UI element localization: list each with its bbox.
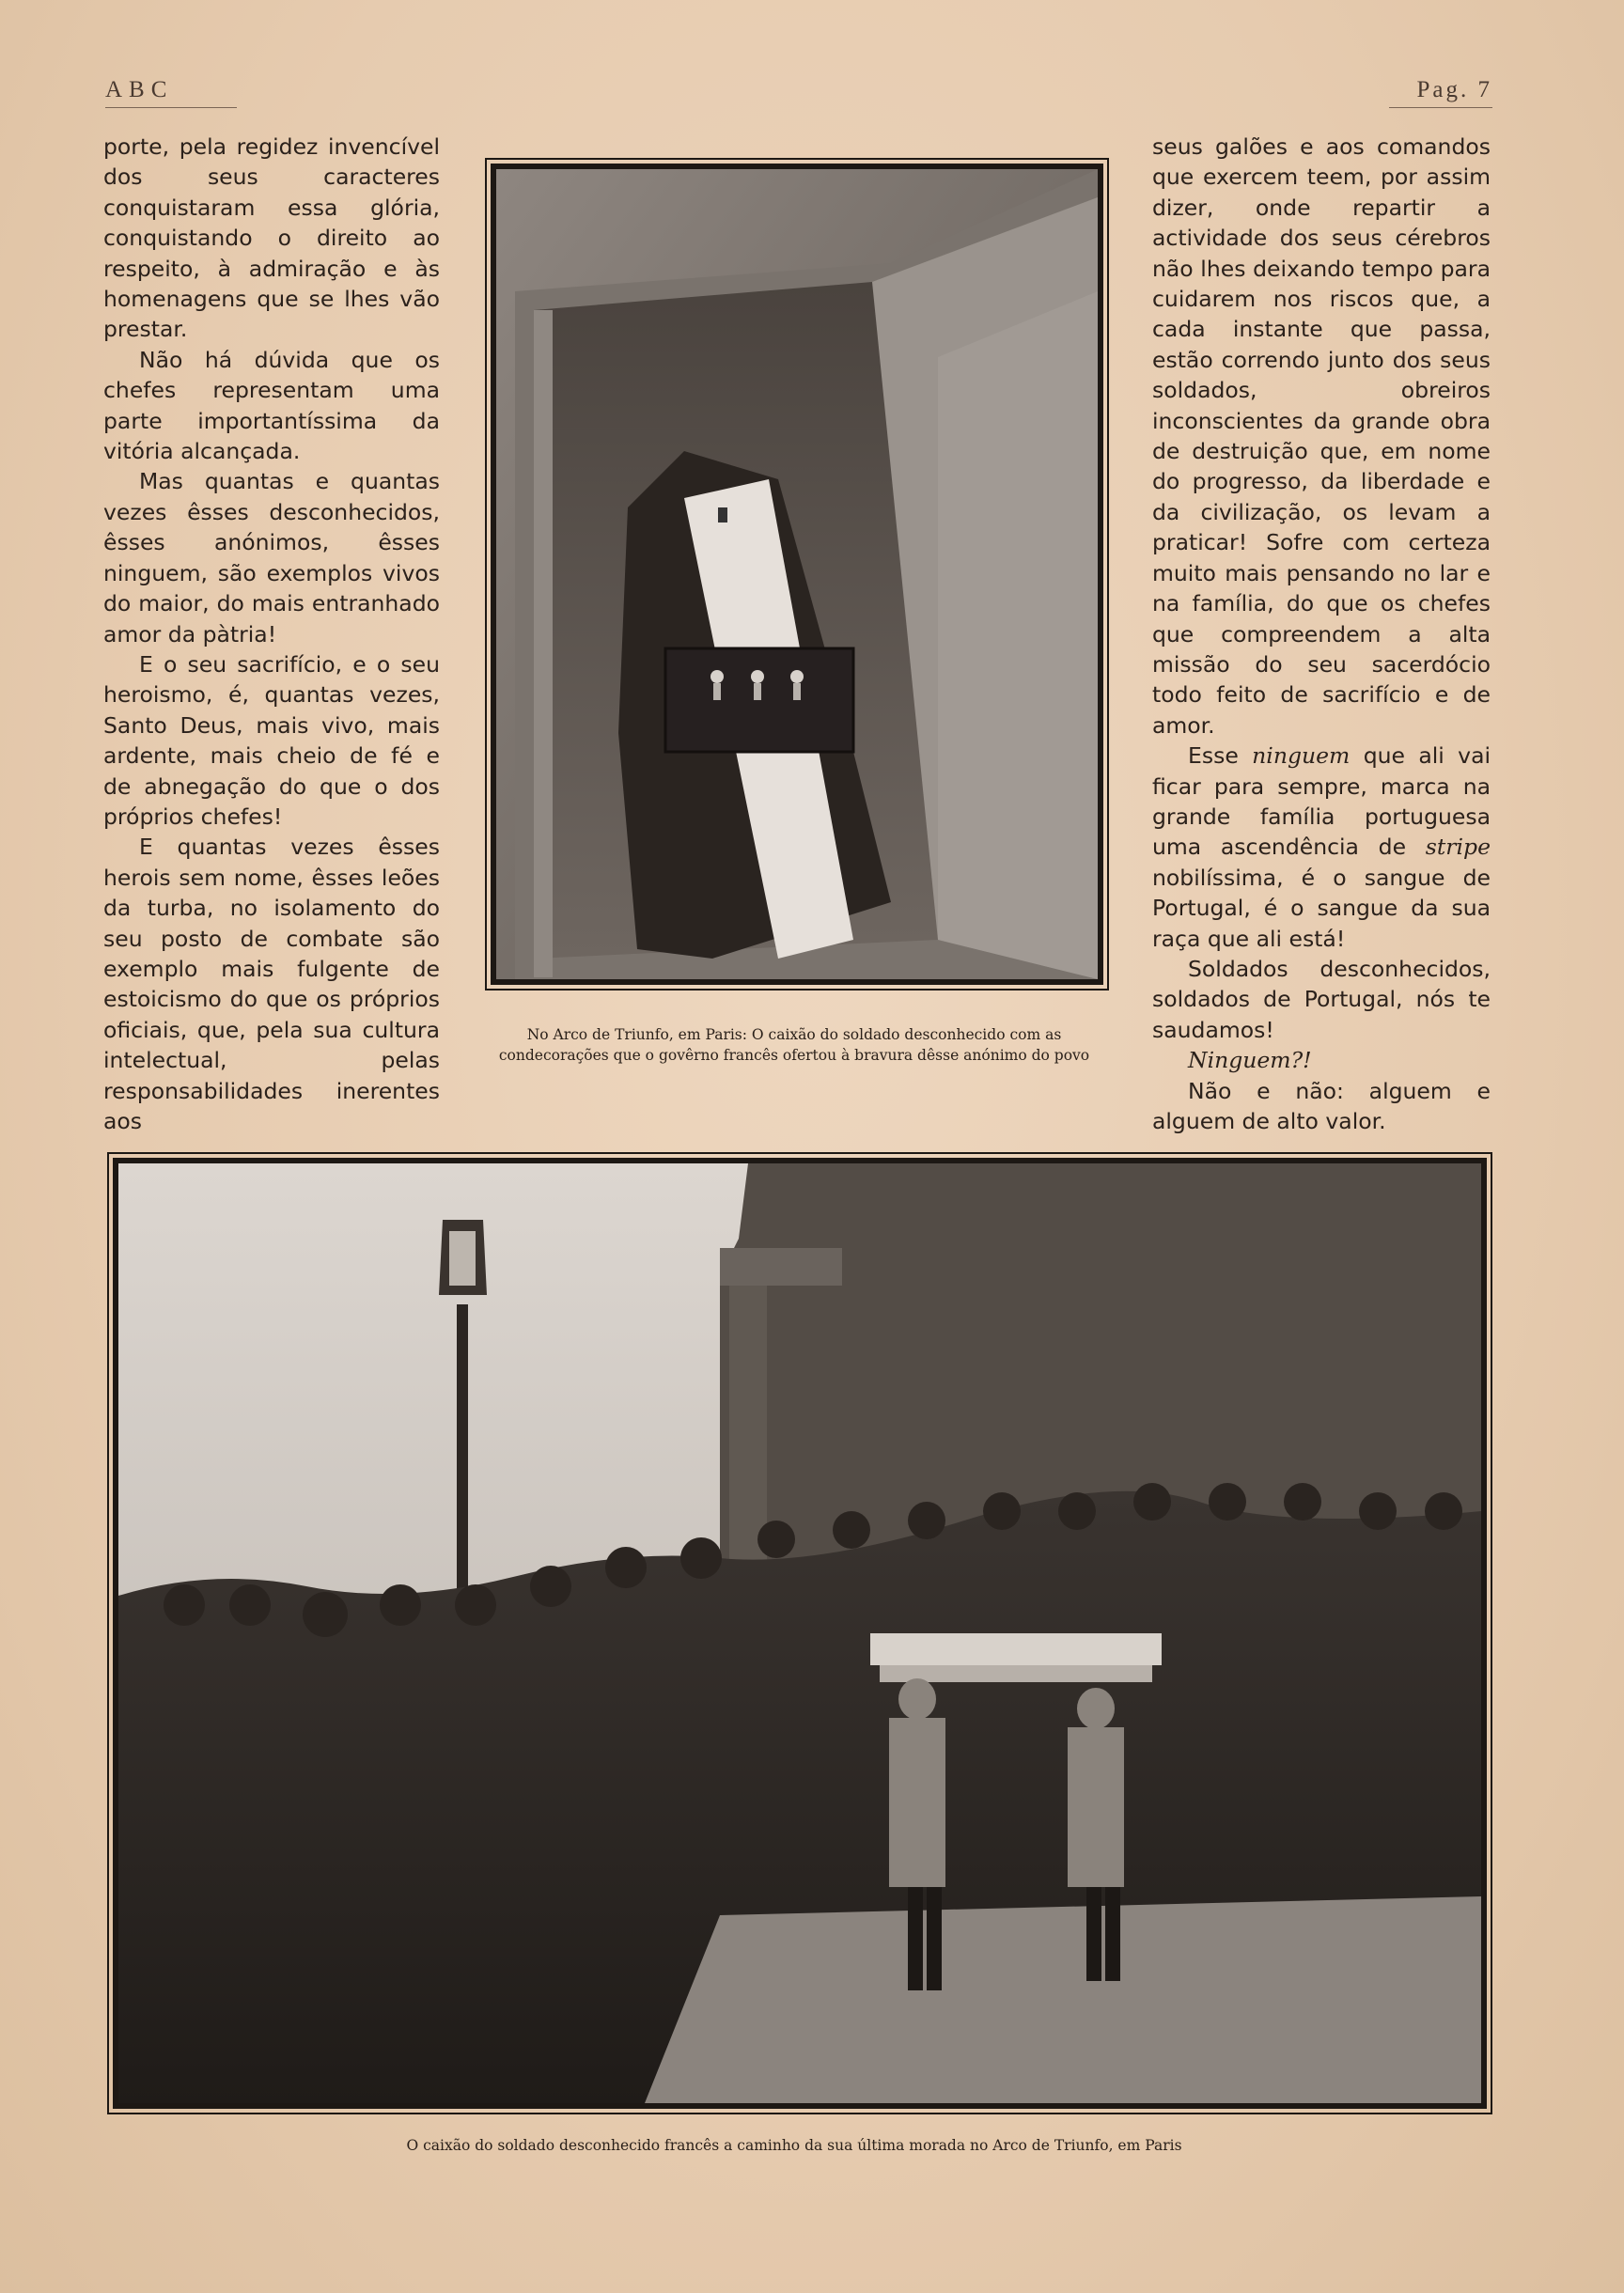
paragraph: Não há dúvida que os chefes representam uma parte importantíssima da vitória alcançada. (103, 346, 440, 465)
text-span: que ali vai ficar para sempre, marca na grande família portuguesa uma ascendência de (1152, 742, 1491, 861)
paragraph: E o seu sacrifício, e o seu heroismo, é, quantas vezes, Santo Deus, mais vivo, mais ardente, mais cheio de fé e de abnegação do que o dos próprios chefes! (103, 650, 440, 830)
paragraph: porte, pela regidez invencível dos seus caracteres conquistaram essa glória, conquistando o direito ao respeito, à admiração e às homenagens que se lhes vão prestar. (103, 133, 440, 343)
right-text-column (1152, 132, 1491, 1136)
italic-line: Ninguem?! (1188, 1047, 1312, 1074)
paragraph: seus galões e aos comandos que exercem teem, por assim dizer, onde repartir a actividade dos seus cérebros não lhes deixando tempo para cuidarem nos riscos que, a cada instante que passa, estão correndo junto dos seus soldados, obreiros inconscientes da grande obra de destruição que, em nome do progresso, da liberdade e da civilização, os levam a praticar! Sofre com certeza muito mais pensando no lar e na família, do que os chefes que compreendem a alta missão do seu sacerdócio todo feito de sacrifício e de amor. (1152, 133, 1491, 739)
page-number: Pag. 7 (1389, 77, 1492, 108)
paragraph: E quantas vezes êsses herois sem nome, êsses leões da turba, no isolamento do seu posto de combate são exemplo mais fulgente de estoicismo do que os próprios oficiais, que, pela sua cultura intelectual, pelas responsabilidades inerentes aos (103, 834, 440, 1134)
italic-word: ninguem (1252, 742, 1351, 770)
bottom-photo-caption: O caixão do soldado desconhecido francês a caminho da sua última morada no Arco de Triunfo, em Paris (406, 2137, 1182, 2154)
paragraph: Soldados desconhecidos, soldados de Portugal, nós te saudamos! (1152, 955, 1491, 1043)
coffin-in-vault-photo (491, 164, 1103, 985)
publication-name: ABC (105, 77, 237, 108)
italic-word: stripe (1425, 834, 1491, 861)
text-span: nobilíssima, é o sangue de Portugal, é o sangue da sua raça que ali está! (1152, 864, 1491, 952)
left-text-column (103, 132, 440, 1136)
paragraph: Não e não: alguem e alguem de alto valor. (1152, 1077, 1491, 1134)
paragraph: Mas quantas e quantas vezes êsses desconhecidos, êsses anónimos, êsses ninguem, são exemplos vivos do maior, do mais entranhado amor da pàtria! (103, 468, 440, 647)
paragraph (1152, 741, 1491, 954)
funeral-procession-photo (113, 1158, 1487, 2109)
paragraph (1152, 1045, 1491, 1075)
top-photo-caption: No Arco de Triunfo, em Paris: O caixão do soldado desconhecido com as condecorações que o govêrno francês ofertou à bravura dêsse anónimo do povo (498, 1026, 1090, 1064)
text-span: Esse (1188, 742, 1253, 770)
